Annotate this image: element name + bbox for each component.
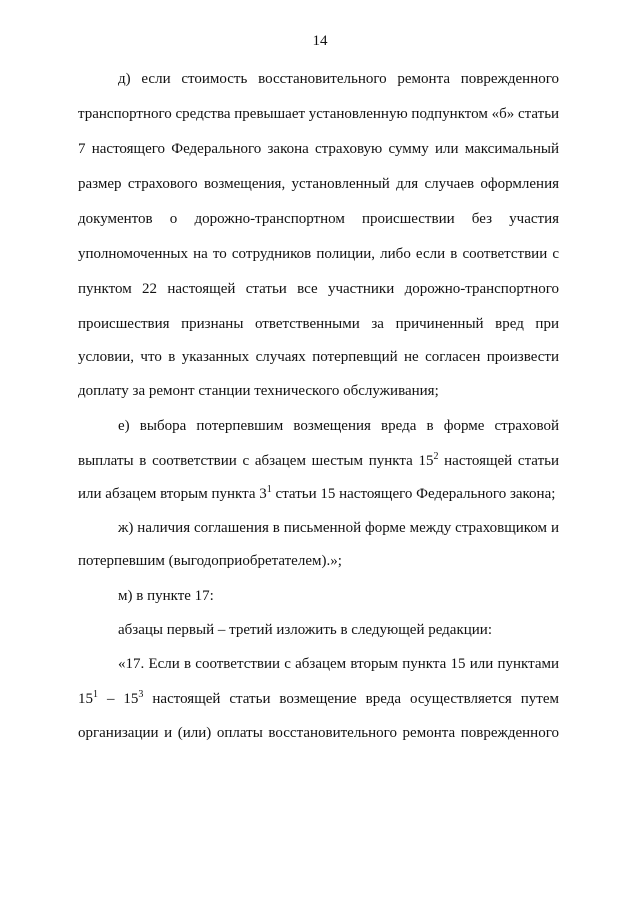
- paragraph-d-line-6: уполномоченных на то сотрудников полиции, либо если в соответствии с: [78, 246, 559, 262]
- paragraph-d-line-3: 7 настоящего Федерального закона страховую сумму или максимальный: [78, 141, 559, 157]
- paragraph-e-line-3: или абзацем вторым пункта $3^1$ статьи 15 настоящего Федерального закона;: [78, 484, 556, 502]
- paragraph-d-line-4: размер страхового возмещения, установленный для случаев оформления: [78, 176, 559, 192]
- paragraph-d-line-9: условии, что в указанных случаях потерпевщий не согласен произвести: [78, 349, 559, 365]
- paragraph-d-line-2: транспортного средства превышает установленную подпунктом «б» статьи: [78, 106, 560, 122]
- paragraph-d-line-10: доплату за ремонт станции технического обслуживания;: [78, 383, 439, 399]
- paragraph-e-line-2: выплаты в соответствии с абзацем шестым пункта $15^2$ настоящей статьи: [78, 451, 559, 469]
- paragraph-zh-line-1: ж) наличия соглашения в письменной форме между страховщиком и: [118, 520, 559, 536]
- paragraph-d-line-5: документов о дорожно-транспортном происшествии без участия: [78, 211, 559, 227]
- paragraph-d-line-1: д) если стоимость восстановительного ремонта поврежденного: [118, 71, 559, 87]
- paragraph-abz-line-1: абзацы первый – третий изложить в следующей редакции:: [118, 622, 493, 638]
- paragraph-zh-line-2: потерпевшим (выгодоприобретателем).»;: [78, 553, 342, 569]
- paragraph-17-line-2: $15^1 - 15^3$ настоящей статьи возмещение вреда осуществляется путем: [78, 689, 559, 707]
- paragraph-d-line-8: происшествия признаны ответственными за причиненный вред при: [78, 316, 559, 332]
- paragraph-m-line-1: м) в пункте 17:: [118, 588, 214, 604]
- paragraph-d-line-7: пунктом 22 настоящей статьи все участники дорожно-транспортного: [78, 281, 559, 297]
- paragraph-17-line-3: организации и (или) оплаты восстановительного ремонта поврежденного: [78, 725, 559, 741]
- paragraph-17-line-1: «17. Если в соответствии с абзацем вторым пункта 15 или пунктами: [118, 656, 559, 672]
- page-number: 14: [312, 33, 328, 49]
- paragraph-e-line-1: е) выбора потерпевшим возмещения вреда в форме страховой: [118, 418, 559, 434]
